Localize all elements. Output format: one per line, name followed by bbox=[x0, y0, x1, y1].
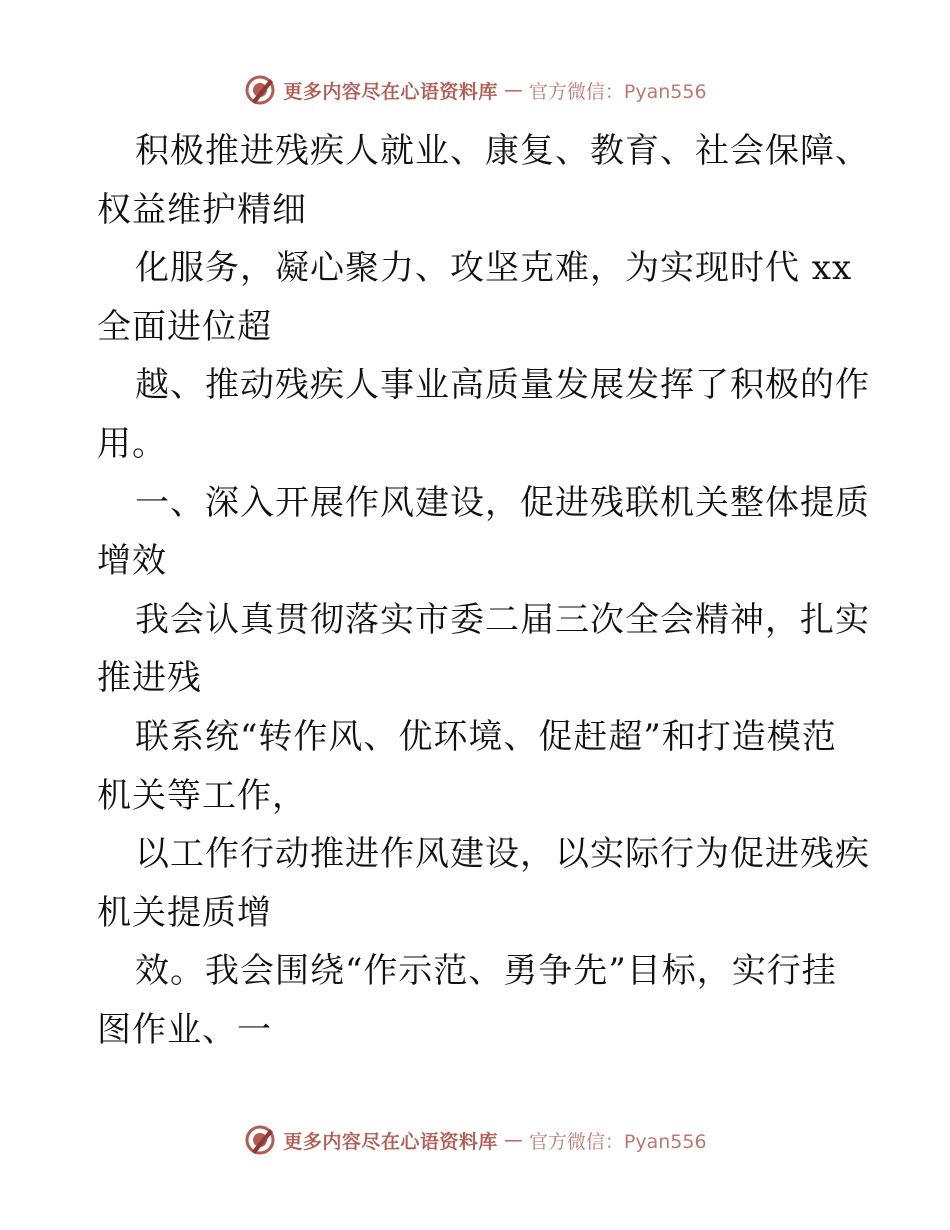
text-line: 联系统“转作风、优环境、促赶超”和打造模范 bbox=[135, 716, 837, 757]
banner-title: 更多内容尽在心语资料库 bbox=[283, 1130, 498, 1153]
pen-logo-icon bbox=[243, 1123, 277, 1157]
text-line: 一、深入开展作风建设，促进残联机关整体提质 bbox=[135, 482, 870, 523]
text-line: 我会认真贯彻落实市委二届三次全会精神，扎实 bbox=[135, 599, 870, 640]
pen-logo-icon bbox=[243, 73, 277, 107]
text-line: 以工作行动推进作风建设，以实际行为促进残疾 bbox=[135, 834, 870, 875]
text-line: 化服务，凝心聚力、攻坚克难，为实现时代 xx bbox=[135, 248, 853, 289]
banner-dash: — bbox=[503, 1129, 523, 1151]
text-line: 全面进位超 bbox=[97, 306, 272, 347]
text-line: 图作业、一 bbox=[97, 1009, 272, 1050]
header-banner bbox=[0, 70, 950, 110]
footer-banner bbox=[0, 1120, 950, 1160]
document-body bbox=[97, 122, 870, 1060]
text-line: 推进残 bbox=[97, 658, 202, 699]
text-line: 积极推进残疾人就业、康复、教育、社会保障、 bbox=[135, 131, 870, 171]
banner-dash: — bbox=[503, 79, 523, 101]
footer-banner-content bbox=[243, 1123, 706, 1157]
banner-wechat: 官方微信：Pyan556 bbox=[528, 1130, 707, 1153]
banner-wechat: 官方微信：Pyan556 bbox=[528, 80, 707, 103]
text-line: 用。 bbox=[97, 423, 167, 464]
text-line: 机关等工作， bbox=[97, 775, 307, 816]
text-line: 机关提质增 bbox=[97, 892, 272, 933]
text-line: 权益维护精细 bbox=[97, 189, 307, 230]
text-line: 增效 bbox=[97, 541, 167, 582]
header-banner-content bbox=[243, 73, 706, 107]
text-line: 效。我会围绕“作示范、勇争先”目标，实行挂 bbox=[135, 951, 837, 992]
text-line: 越、推动残疾人事业高质量发展发挥了积极的作 bbox=[135, 365, 870, 406]
banner-title: 更多内容尽在心语资料库 bbox=[283, 80, 498, 103]
